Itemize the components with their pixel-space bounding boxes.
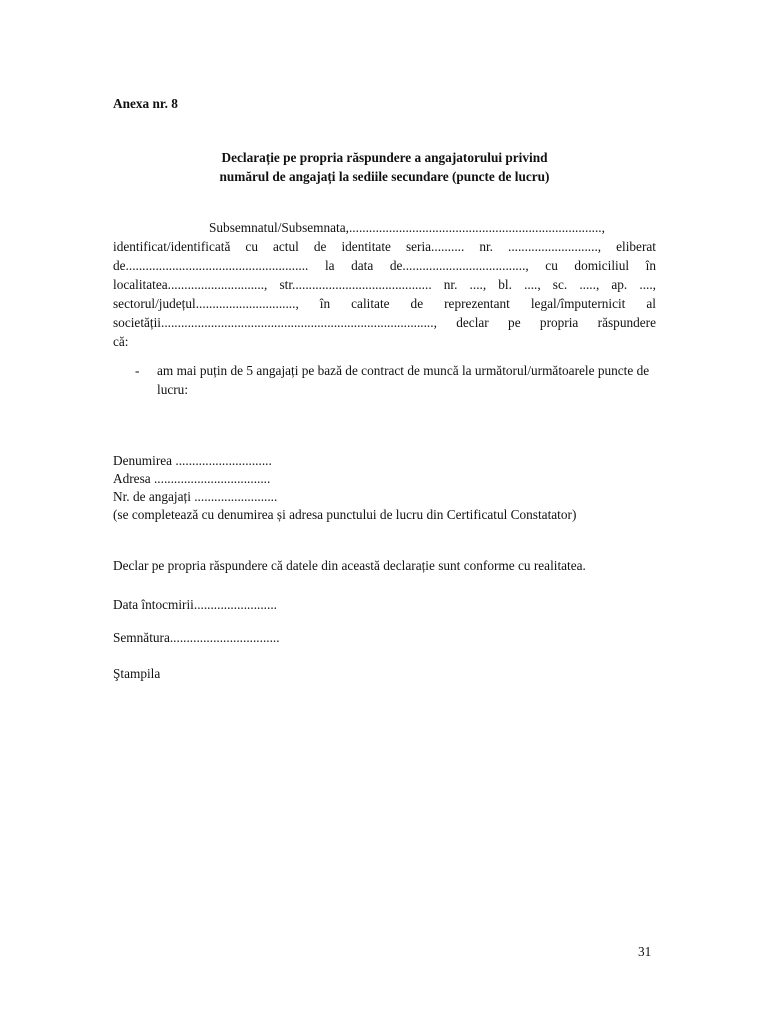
intro-line: localitatea............................., str.......................................... nr. ...., bl. ...., sc. ....., ap. ...., (113, 277, 656, 292)
intro-line: societății.................................................................................., declar pe propria răspundere (113, 315, 656, 330)
intro-line: Subsemnatul/Subsemnata,............................................................................, (209, 220, 605, 235)
stamp-field: Ştampila (113, 666, 161, 681)
document-title (113, 148, 656, 186)
intro-line: de....................................................... la data de....................................., cu domiciliul în (113, 258, 656, 273)
bullet-text: am mai puțin de 5 angajați pe bază de contract de muncă la următorul/următoarele puncte de lucru: (157, 363, 650, 397)
intro-paragraph (113, 218, 656, 351)
intro-line: identificat/identificată cu actul de identitate seria.......... nr. ..........................., eliberat (113, 239, 656, 254)
signature-field: Semnătura................................. (113, 630, 280, 645)
field-denumirea: Denumirea ............................. (113, 453, 272, 468)
title-line-1: Declarație pe propria răspundere a angajatorului privind (221, 150, 548, 165)
title-line-2: numărul de angajați la sediile secundare (puncte de lucru) (219, 169, 550, 184)
work-point-fields (113, 452, 576, 524)
date-field: Data întocmirii......................... (113, 597, 277, 612)
field-note: (se completează cu denumirea și adresa punctului de lucru din Certificatul Constatator) (113, 507, 577, 522)
page-number: 31 (638, 944, 652, 959)
annex-label: Anexa nr. 8 (113, 96, 178, 111)
bullet-dash: - (135, 363, 140, 378)
field-adresa: Adresa ................................... (113, 471, 271, 486)
bullet-item (135, 361, 656, 399)
intro-line: că: (113, 334, 129, 349)
intro-line: sectorul/județul.............................., în calitate de reprezentant legal/împuternicit al (113, 296, 656, 311)
declaration-text: Declar pe propria răspundere că datele din această declarație sunt conforme cu realitatea. (113, 558, 586, 573)
field-nr-angajati: Nr. de angajați ......................... (113, 489, 278, 504)
